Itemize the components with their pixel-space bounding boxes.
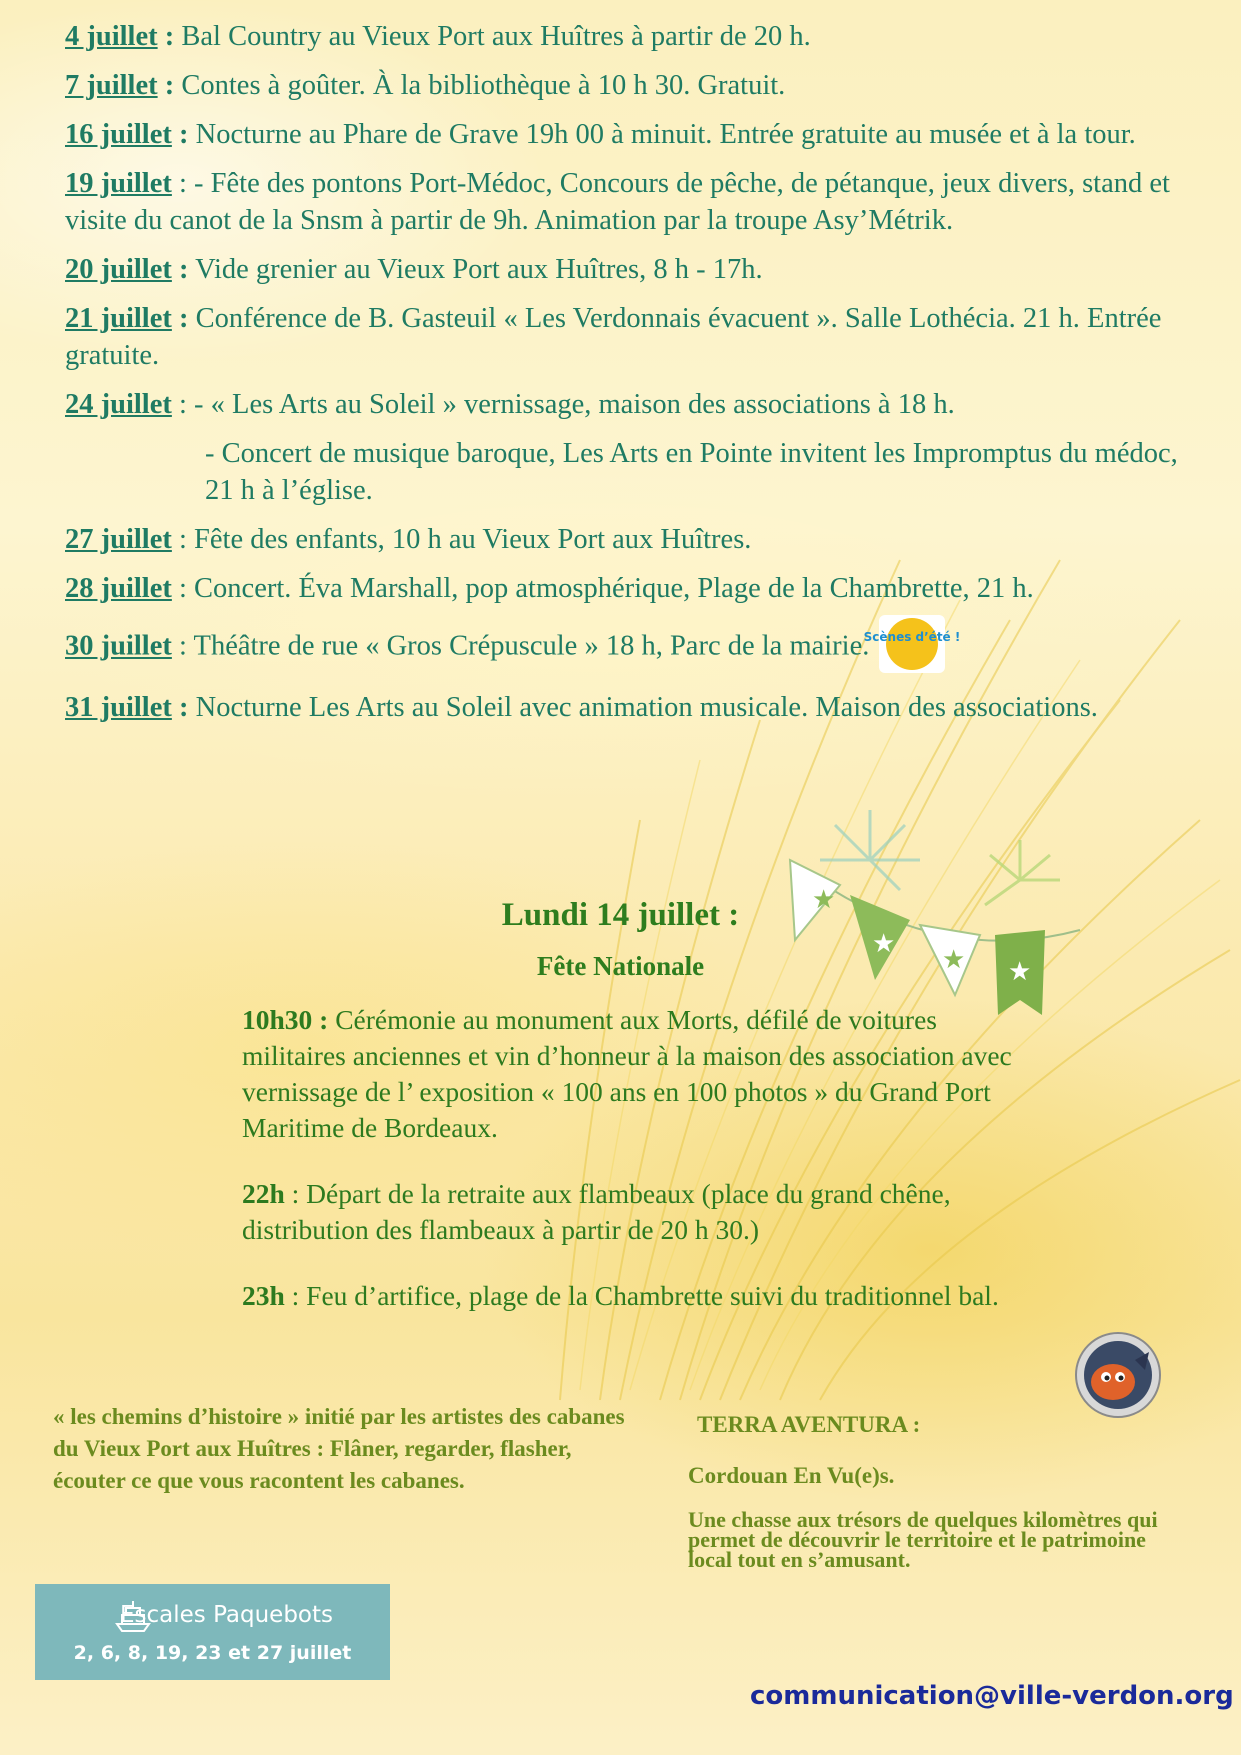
firework-icon xyxy=(820,810,920,890)
event-sep: : xyxy=(171,692,189,723)
firework-icon xyxy=(985,840,1060,905)
event-date: 20 juillet xyxy=(65,254,172,285)
program-time: 10h30 : xyxy=(242,1004,329,1035)
fete-program xyxy=(242,1002,1042,1344)
event-sep: : xyxy=(171,119,189,150)
event-text: Théâtre de rue « Gros Crépuscule » 18 h, Parc de la mairie. xyxy=(186,630,870,662)
fete-subtitle: Fête Nationale xyxy=(536,951,705,981)
star-icon: ★ xyxy=(942,945,966,974)
event-sep: : xyxy=(157,21,175,52)
event-continuation xyxy=(65,435,1205,509)
star-icon: ★ xyxy=(872,929,896,958)
program-time: 22h xyxy=(242,1178,285,1209)
program-text: : Départ de la retraite aux flambeaux (place du grand chêne, distribution des flambeaux à partir de 20 h 30.) xyxy=(242,1178,951,1245)
event-sep: : xyxy=(171,524,187,555)
escales-dates: 2, 6, 8, 19, 23 et 27 juillet xyxy=(73,1642,352,1664)
program-item xyxy=(242,1176,1042,1248)
event-item xyxy=(65,251,1205,288)
event-sep: : xyxy=(171,630,187,662)
event-date: 31 juillet xyxy=(65,692,172,723)
event-date: 24 juillet xyxy=(65,389,172,420)
event-date: 19 juillet xyxy=(65,168,172,199)
event-sep: : xyxy=(171,168,187,199)
event-text: - Concert de musique baroque, Les Arts en Pointe invitent les Impromptus du médoc, 21 h à l’église. xyxy=(205,438,1178,506)
event-sep: : xyxy=(171,573,187,604)
event-text: Fête des enfants, 10 h au Vieux Port aux Huîtres. xyxy=(186,524,752,555)
event-text: - « Les Arts au Soleil » vernissage, maison des associations à 18 h. xyxy=(186,389,955,420)
fete-title: Lundi 14 juillet : xyxy=(501,897,740,933)
event-date: 30 juillet xyxy=(65,630,172,662)
contact-email-link[interactable]: communication@ville-verdon.org xyxy=(750,1681,1234,1711)
event-sep: : xyxy=(171,303,189,334)
event-text: Nocturne Les Arts au Soleil avec animation musicale. Maison des associations. xyxy=(188,692,1098,723)
event-sep: : xyxy=(171,389,187,420)
program-text: Cérémonie au monument aux Morts, défilé de voitures militaires anciennes et vin d’honneur à la maison des association avec vernissage de l’ exposition « 100 ans en 100 photos » du Grand Port Maritime de Bordeaux. xyxy=(242,1004,1012,1143)
event-item xyxy=(65,116,1205,153)
event-item xyxy=(65,619,1205,677)
event-text: Vide grenier au Vieux Port aux Huîtres, 8 h - 17h. xyxy=(188,254,763,285)
escales-paquebots-banner xyxy=(35,1584,390,1680)
event-item xyxy=(65,570,1205,607)
event-date: 28 juillet xyxy=(65,573,172,604)
event-text: Bal Country au Vieux Port aux Huîtres à partir de 20 h. xyxy=(174,21,811,52)
scenes-logo-text: Scènes d’été ! xyxy=(864,630,961,644)
event-text: Contes à goûter. À la bibliothèque à 10 h 30. Gratuit. xyxy=(174,70,786,101)
chemins-histoire-text: « les chemins d’histoire » initié par les artistes des cabanes du Vieux Port aux Huîtres : Flâner, regarder, flasher, écouter ce que vous racontent les cabanes. xyxy=(53,1404,625,1493)
event-item xyxy=(65,18,1205,55)
event-text: Concert. Éva Marshall, pop atmosphérique, Plage de la Chambrette, 21 h. xyxy=(186,573,1034,604)
event-sep: : xyxy=(171,254,189,285)
event-date: 27 juillet xyxy=(65,524,172,555)
star-icon: ★ xyxy=(1008,957,1032,986)
program-item xyxy=(242,1002,1042,1146)
event-date: 21 juillet xyxy=(65,303,172,334)
event-item xyxy=(65,67,1205,104)
event-date: 4 juillet xyxy=(65,21,158,52)
event-item xyxy=(65,300,1205,374)
scenes-ete-logo xyxy=(864,615,961,673)
terra-aventura-title: TERRA AVENTURA : xyxy=(697,1412,921,1437)
star-icon: ★ xyxy=(812,885,836,914)
event-text: - Fête des pontons Port-Médoc, Concours de pêche, de pétanque, jeux divers, stand et visite du canot de la Snsm à partir de 9h. Animation par la troupe Asy’Métrik. xyxy=(65,168,1170,236)
event-item xyxy=(65,165,1205,239)
event-item xyxy=(65,386,1205,423)
event-date: 16 juillet xyxy=(65,119,172,150)
program-text: : Feu d’artifice, plage de la Chambrette suivi du traditionnel bal. xyxy=(284,1280,999,1311)
terra-aventura-name: Cordouan En Vu(e)s. xyxy=(688,1463,895,1488)
terra-aventura-description: Une chasse aux trésors de quelques kilomètres qui permet de découvrir le territoire et le patrimoine local tout en s’amusant. xyxy=(688,1507,1158,1572)
program-item xyxy=(242,1278,1042,1314)
event-text: Nocturne au Phare de Grave 19h 00 à minuit. Entrée gratuite au musée et à la tour. xyxy=(188,119,1136,150)
escales-title: Escales Paquebots xyxy=(119,1602,334,1628)
event-item xyxy=(65,689,1205,726)
octopus-mascot-icon xyxy=(1073,1330,1163,1420)
event-date: 7 juillet xyxy=(65,70,158,101)
july-events-list xyxy=(65,18,1205,738)
event-item xyxy=(65,521,1205,558)
event-sep: : xyxy=(157,70,175,101)
program-time: 23h xyxy=(242,1280,285,1311)
event-text: Conférence de B. Gasteuil « Les Verdonnais évacuent ». Salle Lothécia. 21 h. Entrée gratuite. xyxy=(65,303,1162,371)
